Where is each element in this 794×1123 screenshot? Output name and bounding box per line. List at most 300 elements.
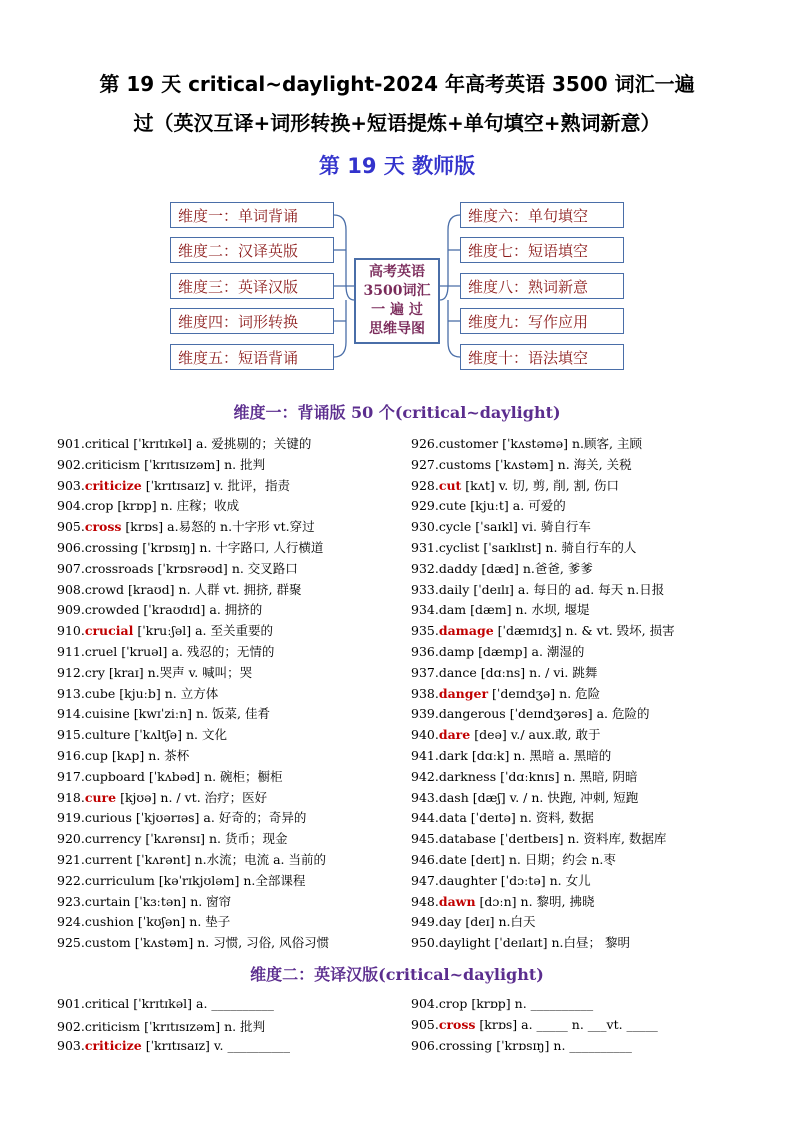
entry-phonetic: [ˈkrɒsɪŋ]	[492, 1038, 550, 1053]
entry-phonetic: [dæd]	[477, 560, 519, 576]
entry-definition: n. 女儿	[549, 872, 591, 888]
entry-number: 913.	[57, 685, 85, 701]
vocab-entry	[57, 621, 273, 639]
mindmap-center-line: 一 遍 过	[371, 302, 423, 318]
entry-definition: n. 交叉路口	[231, 560, 298, 576]
entry-word: day	[438, 914, 462, 930]
vocab-entry	[411, 850, 616, 868]
entry-number: 931.	[411, 540, 439, 555]
entry-phonetic: [ˈkruːʃəl]	[133, 623, 192, 639]
entry-number: 922.	[57, 872, 85, 888]
entry-definition: n.哭声 v. 喊叫；哭	[147, 664, 253, 680]
entry-word: crossing	[84, 540, 139, 555]
entry-number: 942.	[411, 768, 439, 784]
vocab-entry	[57, 663, 252, 681]
entry-phonetic: [ˈdæmɪdʒ]	[493, 623, 562, 639]
entry-word: cube	[84, 685, 116, 701]
entry-phonetic: [ˈkʊʃən]	[133, 914, 186, 930]
entry-definition: v. __________	[213, 1038, 290, 1053]
entry-phonetic: [krɒp]	[113, 498, 157, 514]
entry-definition: n. 庄稼；收成	[160, 498, 240, 514]
entry-phonetic: [dɑːk]	[467, 748, 510, 763]
entry-word: crop	[84, 498, 114, 514]
entry-word: dawn	[438, 893, 476, 909]
entry-phonetic: [ˈkʌltʃə]	[130, 727, 182, 743]
entry-phonetic: [kwɪˈziːn]	[129, 706, 193, 722]
entry-definition: n. 文化	[185, 727, 227, 743]
entry-phonetic: [ˈkrɪtɪsɪzəm]	[140, 1019, 221, 1034]
entry-definition: n. 茶杯	[148, 748, 190, 763]
entry-number: 950.	[411, 935, 439, 951]
entry-number: 919.	[57, 810, 85, 826]
vocab-entry	[411, 496, 566, 514]
entry-word: cut	[438, 477, 462, 493]
entry-word: date	[438, 852, 467, 867]
entry-definition: n. 海关, 关税	[557, 456, 632, 472]
entry-definition: n. 批判	[224, 1019, 266, 1034]
entry-definition: a.易怒的 n.十字形 vt.穿过	[167, 519, 315, 535]
vocab-entry	[57, 600, 262, 618]
entry-word: cry	[84, 664, 105, 680]
entry-word: criticize	[84, 1038, 142, 1053]
mindmap-box-right-4: 维度九：写作应用	[460, 308, 624, 334]
vocab-entry	[57, 829, 288, 847]
entry-phonetic: [kəˈrɪkjʊləm]	[154, 872, 240, 888]
entry-number: 935.	[411, 623, 439, 639]
entry-word: dare	[438, 727, 471, 743]
entry-number: 936.	[411, 644, 439, 659]
mindmap-box-right-1: 维度六：单句填空	[460, 202, 624, 228]
entry-number: 916.	[57, 748, 85, 763]
vocab-entry	[411, 642, 584, 660]
entry-word: damp	[438, 644, 475, 659]
entry-number: 915.	[57, 727, 85, 743]
entry-word: criticize	[84, 477, 142, 493]
entry-phonetic: [ˈdɑːknɪs]	[496, 768, 560, 784]
entry-phonetic: [krɒs]	[121, 519, 164, 535]
entry-definition: a. 每日的 ad. 每天 n.日报	[517, 581, 665, 597]
entry-phonetic: [kraɪ]	[104, 664, 144, 680]
entry-word: cyclist	[438, 540, 480, 555]
entry-phonetic: [ˈkrɪtɪsaɪz]	[141, 1038, 210, 1053]
entry-number: 914.	[57, 706, 85, 722]
mindmap-box-left-4: 维度四：词形转换	[170, 308, 334, 334]
vocab-entry	[57, 538, 323, 556]
entry-number: 917.	[57, 768, 85, 784]
vocab-entry	[411, 559, 593, 577]
entry-word: daughter	[438, 872, 497, 888]
entry-word: crowd	[84, 581, 125, 597]
entry-phonetic: [ˈdeɪndʒə]	[488, 685, 556, 701]
entry-definition: n. 习惯, 习俗, 风俗习惯	[197, 935, 330, 951]
entry-definition: n. 饭菜, 佳肴	[196, 706, 270, 722]
entry-phonetic: [ˈkɜːtən]	[130, 893, 187, 909]
entry-phonetic: [krɒs]	[475, 1017, 518, 1032]
entry-word: dash	[438, 789, 469, 805]
entry-word: dangerous	[438, 706, 506, 722]
vocab-entry	[411, 600, 589, 618]
entry-phonetic: [ˈkʌstəm]	[130, 935, 194, 951]
entry-number: 943.	[411, 789, 439, 805]
entry-word: cross	[438, 1017, 476, 1032]
mindmap-center-line: 思维导图	[369, 321, 425, 337]
entry-word: data	[438, 810, 467, 826]
entry-phonetic: [dæm]	[466, 602, 512, 618]
entry-definition: n.白昼； 黎明	[551, 935, 630, 951]
vocab-entry	[411, 704, 649, 722]
entry-definition: n. __________	[514, 996, 594, 1011]
vocab-entry	[57, 1017, 265, 1035]
entry-phonetic: [ˈkʌbəd]	[144, 768, 201, 784]
entry-word: daylight	[438, 935, 491, 951]
entry-word: criticism	[84, 456, 141, 472]
entry-number: 947.	[411, 872, 439, 888]
entry-definition: n. __________	[553, 1038, 632, 1053]
entry-word: critical	[84, 436, 130, 451]
entry-number: 902.	[57, 456, 85, 472]
entry-phonetic: [ˈdɔːtə]	[496, 872, 546, 888]
entry-word: curriculum	[84, 872, 155, 888]
mindmap-box-left-2: 维度二：汉译英版	[170, 237, 334, 263]
entry-word: cup	[84, 748, 108, 763]
vocab-entry	[411, 996, 593, 1011]
entry-definition: n. 水坝, 堰堤	[515, 602, 590, 618]
entry-phonetic: [dæmp]	[474, 644, 528, 659]
entry-definition: a. 危险的	[596, 706, 650, 722]
entry-definition: n.白天	[498, 914, 536, 930]
entry-word: crucial	[84, 623, 134, 639]
entry-number: 941.	[411, 748, 439, 763]
entry-definition: a. 残忍的；无情的	[171, 644, 275, 659]
entry-word: cycle	[438, 519, 472, 535]
entry-phonetic: [ˈkjʊərɪəs]	[131, 810, 200, 826]
entry-definition: v./ aux.敢, 敢于	[510, 727, 601, 743]
vocab-entry	[57, 1038, 290, 1053]
mindmap-box-left-5: 维度五：短语背诵	[170, 344, 334, 370]
vocab-entry	[411, 808, 594, 826]
entry-phonetic: [dæʃ]	[468, 789, 506, 805]
vocab-entry	[57, 476, 290, 494]
entry-phonetic: [ˈsaɪklɪst]	[479, 540, 542, 555]
entry-word: dam	[438, 602, 467, 618]
entry-definition: a. 爱挑剔的；关键的	[196, 436, 312, 451]
mindmap-center-line: 3500词汇	[363, 283, 431, 299]
entry-number: 906.	[411, 1038, 439, 1053]
vocab-entry	[57, 434, 311, 452]
entry-definition: a. 可爱的	[512, 498, 566, 514]
entry-definition: n. 黑暗 a. 黑暗的	[513, 748, 612, 763]
entry-word: dark	[438, 748, 468, 763]
entry-definition: n. 碗柜；橱柜	[204, 768, 283, 784]
entry-definition: a. 拥挤的	[209, 602, 263, 618]
entry-number: 903.	[57, 477, 85, 493]
entry-definition: n.顾客, 主顾	[571, 436, 642, 451]
entry-number: 949.	[411, 914, 439, 930]
entry-word: cushion	[84, 914, 134, 930]
entry-number: 937.	[411, 664, 439, 680]
entry-word: daddy	[438, 560, 478, 576]
entry-definition: n. / vi. 跳舞	[529, 664, 598, 680]
vocab-entry	[411, 725, 600, 743]
entry-phonetic: [kjuːt]	[466, 498, 509, 514]
vocab-entry	[411, 871, 591, 889]
entry-number: 918.	[57, 789, 85, 805]
entry-phonetic: [deɪ]	[461, 914, 495, 930]
entry-definition: n. 资料库, 数据库	[567, 831, 667, 847]
entry-definition: n.全部课程	[243, 872, 306, 888]
entry-number: 912.	[57, 664, 85, 680]
mindmap-center-line: 高考英语	[369, 264, 425, 280]
entry-phonetic: [dɑːns]	[476, 664, 526, 680]
entry-definition: v. / n. 快跑, 冲刺, 短跑	[509, 789, 639, 805]
entry-definition: n. 日期；约会 n.枣	[508, 852, 616, 867]
entry-number: 909.	[57, 602, 85, 618]
entry-number: 926.	[411, 436, 439, 451]
entry-word: cure	[84, 789, 117, 805]
entry-number: 905.	[411, 1017, 439, 1032]
vocab-entry	[411, 788, 638, 806]
entry-definition: n. 垫子	[189, 914, 231, 930]
mindmap-center	[354, 258, 440, 344]
vocab-entry	[57, 704, 270, 722]
entry-word: culture	[84, 727, 131, 743]
entry-number: 934.	[411, 602, 439, 618]
entry-word: customs	[438, 456, 492, 472]
vocab-entry	[57, 912, 230, 930]
entry-number: 921.	[57, 852, 85, 867]
vocab-entry	[411, 829, 666, 847]
vocab-entry	[411, 746, 611, 764]
entry-word: crossroads	[84, 560, 154, 576]
entry-number: 924.	[57, 914, 85, 930]
entry-word: current	[84, 852, 133, 867]
entry-number: 904.	[57, 498, 85, 514]
entry-definition: n. 资料, 数据	[519, 810, 594, 826]
entry-word: customer	[438, 436, 499, 451]
entry-word: database	[438, 831, 497, 847]
entry-number: 946.	[411, 852, 439, 867]
entry-number: 948.	[411, 893, 439, 909]
entry-definition: n. 骑自行车的人	[545, 540, 637, 555]
page-subtitle: 第 19 天 教师版	[318, 154, 476, 178]
vocab-entry	[411, 476, 619, 494]
entry-phonetic: [ˈkraʊdɪd]	[139, 602, 206, 618]
vocab-entry	[57, 892, 231, 910]
entry-word: daily	[438, 581, 470, 597]
entry-phonetic: [ˈkrɪtɪsɪzəm]	[140, 456, 221, 472]
entry-word: curious	[84, 810, 132, 826]
vocab-entry	[57, 580, 301, 598]
mindmap-box-right-5: 维度十：语法填空	[460, 344, 624, 370]
entry-definition: a. 好奇的；奇异的	[203, 810, 307, 826]
entry-phonetic: [ˈkʌrənsɪ]	[141, 831, 205, 847]
vocab-entry	[57, 684, 218, 702]
mindmap-box-left-1: 维度一：单词背诵	[170, 202, 334, 228]
entry-word: cute	[438, 498, 467, 514]
entry-phonetic: [ˈkrɒsɪŋ]	[138, 540, 196, 555]
vocab-entry	[57, 746, 189, 764]
entry-number: 945.	[411, 831, 439, 847]
entry-number: 904.	[411, 996, 439, 1011]
entry-number: 911.	[57, 644, 85, 659]
entry-definition: n. / vt. 治疗；医好	[160, 789, 268, 805]
page-title-line2: 过（英汉互译+词形转换+短语提炼+单句填空+熟词新意）	[133, 111, 661, 135]
entry-definition: n. & vt. 毁坏, 损害	[565, 623, 675, 639]
entry-number: 903.	[57, 1038, 85, 1053]
entry-phonetic: [kraʊd]	[124, 581, 175, 597]
entry-phonetic: [ˈkʌrənt]	[132, 852, 191, 867]
vocab-entry	[411, 580, 664, 598]
entry-word: dance	[438, 664, 477, 680]
vocab-entry	[57, 725, 227, 743]
entry-number: 944.	[411, 810, 439, 826]
entry-phonetic: [ˈkrɪtɪsaɪz]	[141, 477, 210, 493]
entry-definition: n. 黑暗, 阴暗	[563, 768, 638, 784]
entry-definition: a. 潮湿的	[531, 644, 585, 659]
entry-phonetic: [ˈdeɪlaɪt]	[490, 935, 548, 951]
entry-number: 901.	[57, 436, 85, 451]
entry-definition: a. _____ n. ___vt. _____	[521, 1017, 658, 1032]
entry-phonetic: [ˈkrɒsrəʊd]	[153, 560, 228, 576]
vocab-entry	[411, 621, 675, 639]
entry-word: danger	[438, 685, 489, 701]
entry-phonetic: [kʌp]	[107, 748, 145, 763]
vocab-entry	[57, 808, 306, 826]
entry-word: crowded	[84, 602, 140, 618]
page-title-line1: 第 19 天 critical~daylight-2024 年高考英语 3500 词汇一遍	[99, 72, 695, 96]
vocab-entry	[411, 933, 630, 951]
entry-phonetic: [ˈsaɪkl]	[471, 519, 518, 535]
vocab-entry	[411, 1038, 632, 1053]
entry-phonetic: [ˈkʌstəm]	[491, 456, 554, 472]
entry-definition: n. 窗帘	[190, 893, 232, 909]
entry-word: cupboard	[84, 768, 145, 784]
entry-number: 925.	[57, 935, 85, 951]
entry-phonetic: [ˈdeɪtbeɪs]	[496, 831, 564, 847]
entry-number: 923.	[57, 893, 85, 909]
entry-number: 908.	[57, 581, 85, 597]
entry-number: 938.	[411, 685, 439, 701]
entry-definition: n. 货币；现金	[209, 831, 288, 847]
entry-number: 901.	[57, 996, 85, 1011]
entry-definition: n. 人群 vt. 拥挤, 群聚	[178, 581, 302, 597]
vocab-entry	[411, 892, 595, 910]
entry-phonetic: [ˈkruəl]	[117, 644, 168, 659]
mindmap-box-right-3: 维度八：熟词新意	[460, 273, 624, 299]
entry-number: 906.	[57, 540, 85, 555]
entry-word: cruel	[84, 644, 118, 659]
entry-definition: n. 十字路口, 人行横道	[199, 540, 324, 555]
entry-number: 940.	[411, 727, 439, 743]
entry-definition: n. 批判	[224, 456, 266, 472]
entry-number: 930.	[411, 519, 439, 535]
vocab-entry	[411, 434, 642, 452]
entry-definition: n. 危险	[559, 685, 601, 701]
entry-word: crop	[438, 996, 468, 1011]
vocab-entry	[57, 933, 329, 951]
entry-word: criticism	[84, 1019, 141, 1034]
entry-number: 932.	[411, 560, 439, 576]
entry-phonetic: [deɪt]	[466, 852, 505, 867]
entry-phonetic: [krɒp]	[467, 996, 511, 1011]
entry-word: custom	[84, 935, 131, 951]
vocab-entry	[57, 642, 274, 660]
entry-word: crossing	[438, 1038, 493, 1053]
section2-heading: 维度二：英译汉版(critical~daylight)	[250, 965, 544, 984]
vocab-entry	[57, 850, 326, 868]
section1-heading: 维度一：背诵版 50 个(critical~daylight)	[233, 403, 561, 422]
entry-word: currency	[84, 831, 142, 847]
entry-phonetic: [kjuːb]	[115, 685, 161, 701]
vocab-entry	[57, 996, 274, 1011]
entry-number: 933.	[411, 581, 439, 597]
entry-number: 929.	[411, 498, 439, 514]
entry-phonetic: [ˈkrɪtɪkəl]	[129, 436, 192, 451]
vocab-entry	[411, 1017, 658, 1032]
entry-number: 910.	[57, 623, 85, 639]
mindmap-box-left-3: 维度三：英译汉版	[170, 273, 334, 299]
entry-phonetic: [ˈdeɪtə]	[466, 810, 516, 826]
entry-definition: n. 立方体	[164, 685, 219, 701]
vocab-entry	[57, 767, 283, 785]
entry-word: darkness	[438, 768, 497, 784]
entry-definition: a. __________	[196, 996, 274, 1011]
vocab-entry	[411, 538, 636, 556]
entry-definition: v. 批评，指责	[213, 477, 290, 493]
entry-phonetic: [ˈkrɪtɪkəl]	[129, 996, 192, 1011]
entry-definition: n. 黎明, 拂晓	[520, 893, 595, 909]
entry-definition: n.水流；电流 a. 当前的	[194, 852, 326, 867]
entry-definition: a. 至关重要的	[195, 623, 274, 639]
vocab-entry	[57, 517, 315, 535]
entry-phonetic: [ˈdeɪndʒərəs]	[505, 706, 593, 722]
entry-phonetic: [deə]	[470, 727, 507, 743]
entry-number: 905.	[57, 519, 85, 535]
entry-definition: vi. 骑自行车	[521, 519, 591, 535]
entry-number: 927.	[411, 456, 439, 472]
entry-number: 907.	[57, 560, 85, 576]
entry-phonetic: [kʌt]	[461, 477, 495, 493]
entry-phonetic: [ˈkʌstəmə]	[498, 436, 568, 451]
vocab-entry	[411, 455, 632, 473]
vocab-entry	[411, 767, 638, 785]
entry-word: cross	[84, 519, 122, 535]
entry-definition: v. 切, 剪, 削, 割, 伤口	[498, 477, 620, 493]
vocab-entry	[411, 663, 597, 681]
mindmap-box-right-2: 维度七：短语填空	[460, 237, 624, 263]
vocab-entry	[57, 871, 305, 889]
vocab-entry	[411, 517, 591, 535]
entry-definition: n.爸爸, 爹爹	[522, 560, 593, 576]
entry-word: curtain	[84, 893, 131, 909]
entry-number: 902.	[57, 1019, 85, 1034]
entry-word: critical	[84, 996, 130, 1011]
entry-number: 920.	[57, 831, 85, 847]
entry-number: 928.	[411, 477, 439, 493]
vocab-entry	[57, 788, 267, 806]
entry-number: 939.	[411, 706, 439, 722]
entry-phonetic: [dɔːn]	[475, 893, 517, 909]
entry-word: cuisine	[84, 706, 130, 722]
entry-phonetic: [ˈdeɪlɪ]	[469, 581, 514, 597]
vocab-entry	[57, 559, 298, 577]
vocab-entry	[411, 684, 600, 702]
entry-phonetic: [kjʊə]	[116, 789, 157, 805]
vocab-entry	[57, 455, 265, 473]
vocab-entry	[57, 496, 239, 514]
vocab-entry	[411, 912, 536, 930]
entry-word: damage	[438, 623, 494, 639]
